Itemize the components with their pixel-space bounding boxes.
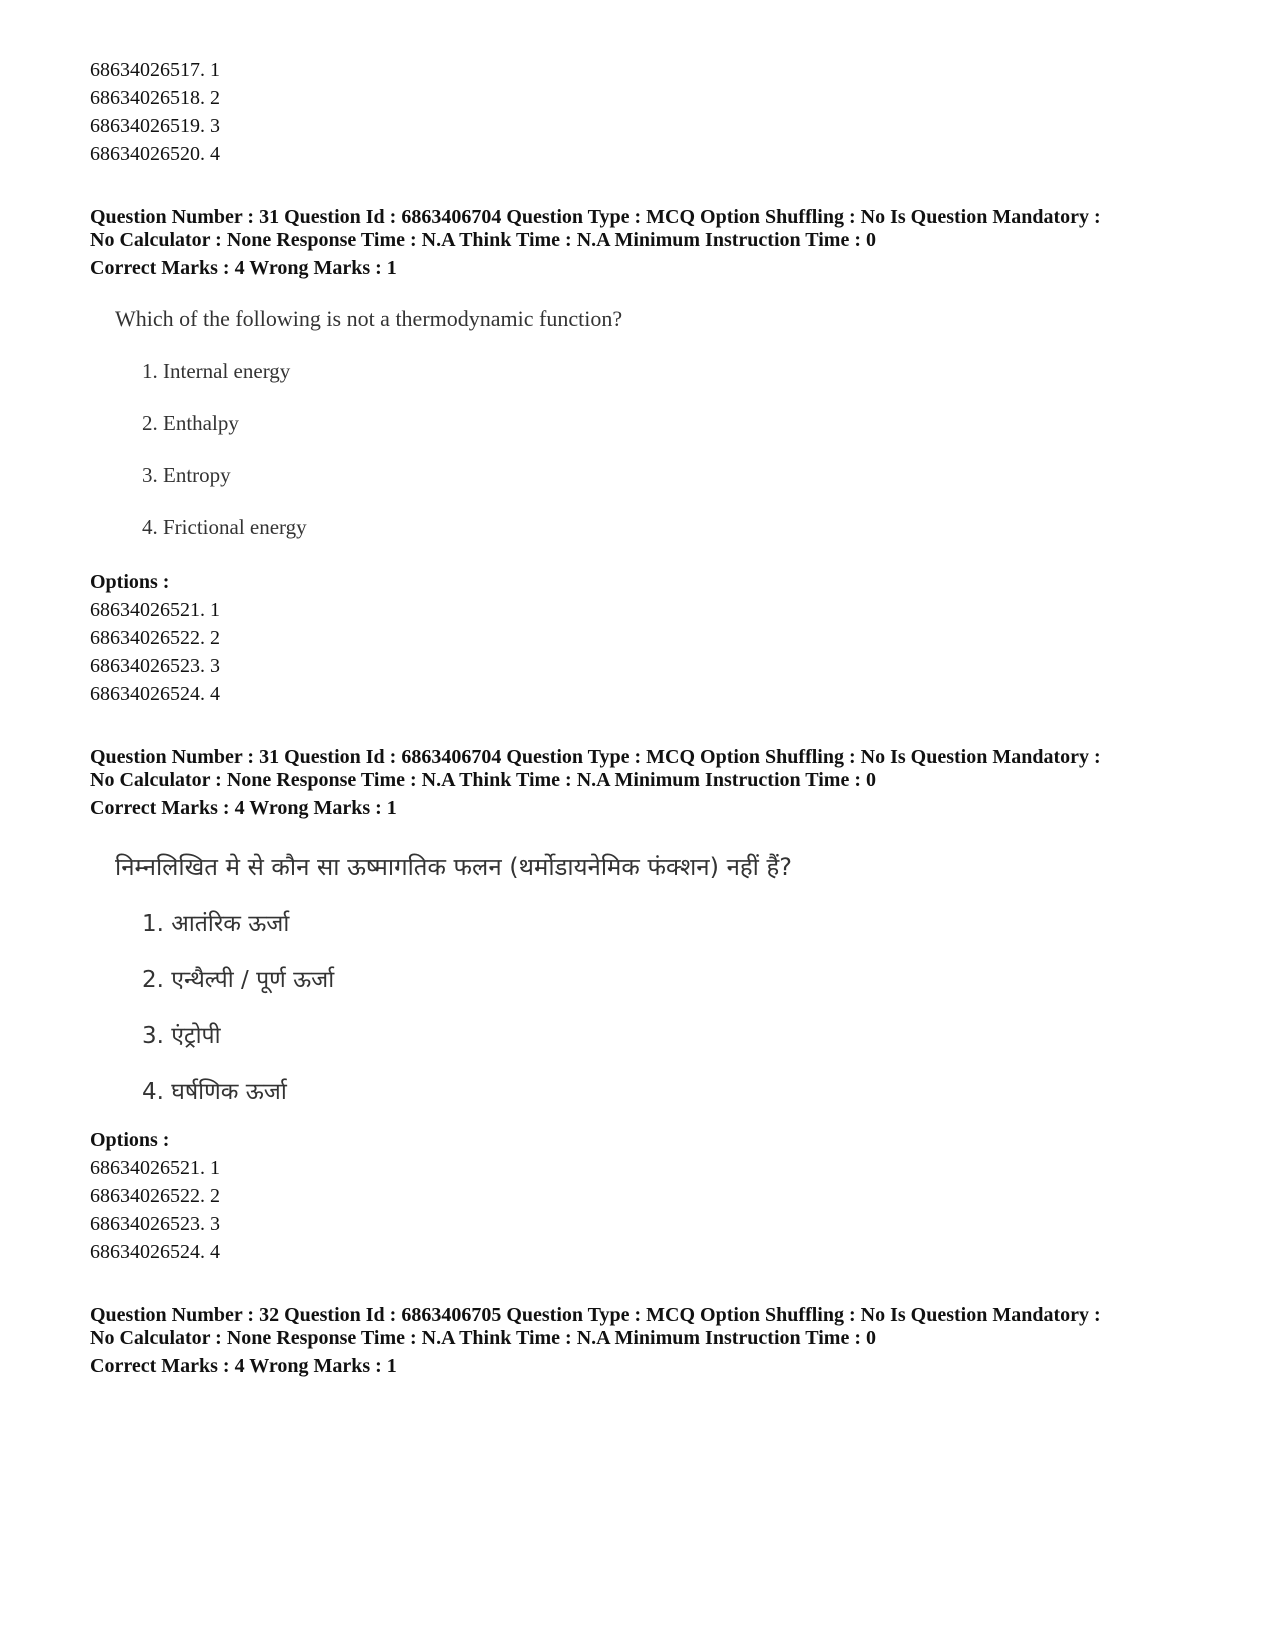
- question-text: Which of the following is not a thermodynamic function?: [115, 306, 623, 331]
- question-header: Question Number : 32 Question Id : 6863406705 Question Type : MCQ Option Shuffling : No Is Question Mandatory :: [90, 1304, 1101, 1326]
- question-choice: 4. Frictional energy: [142, 515, 307, 539]
- question-header-cont: No Calculator : None Response Time : N.A Think Time : N.A Minimum Instruction Time : 0: [90, 229, 876, 251]
- question-header-cont: No Calculator : None Response Time : N.A Think Time : N.A Minimum Instruction Time : 0: [90, 769, 876, 791]
- option-line: 68634026521. 1: [90, 599, 220, 621]
- question-choice: 2. Enthalpy: [142, 411, 239, 435]
- option-line: 68634026523. 3: [90, 655, 220, 677]
- option-line: 68634026524. 4: [90, 1241, 220, 1263]
- option-line: 68634026517. 1: [90, 59, 220, 81]
- question-choice: 4. घर्षणिक ऊर्जा: [142, 1079, 287, 1105]
- option-line: 68634026518. 2: [90, 87, 220, 109]
- option-line: 68634026521. 1: [90, 1157, 220, 1179]
- option-line: 68634026522. 2: [90, 627, 220, 649]
- options-label: Options :: [90, 1129, 170, 1151]
- option-line: 68634026524. 4: [90, 683, 220, 705]
- options-label: Options :: [90, 571, 170, 593]
- question-header: Question Number : 31 Question Id : 6863406704 Question Type : MCQ Option Shuffling : No Is Question Mandatory :: [90, 746, 1101, 768]
- question-choice: 3. एंट्रोपी: [142, 1023, 221, 1049]
- question-marks: Correct Marks : 4 Wrong Marks : 1: [90, 797, 397, 819]
- question-header: Question Number : 31 Question Id : 6863406704 Question Type : MCQ Option Shuffling : No Is Question Mandatory :: [90, 206, 1101, 228]
- option-line: 68634026520. 4: [90, 143, 220, 165]
- question-choice: 3. Entropy: [142, 463, 231, 487]
- question-header-cont: No Calculator : None Response Time : N.A Think Time : N.A Minimum Instruction Time : 0: [90, 1327, 876, 1349]
- question-text: निम्नलिखित मे से कौन सा ऊष्मागतिक फलन (थर्मोडायनेमिक फंक्शन) नहीं हैं?: [115, 853, 792, 881]
- question-choice: 2. एन्थैल्पी / पूर्ण ऊर्जा: [142, 967, 335, 993]
- option-line: 68634026523. 3: [90, 1213, 220, 1235]
- question-choice: 1. Internal energy: [142, 359, 291, 383]
- option-line: 68634026519. 3: [90, 115, 220, 137]
- option-line: 68634026522. 2: [90, 1185, 220, 1207]
- question-choice: 1. आतंरिक ऊर्जा: [142, 911, 290, 937]
- question-marks: Correct Marks : 4 Wrong Marks : 1: [90, 1355, 397, 1377]
- question-marks: Correct Marks : 4 Wrong Marks : 1: [90, 257, 397, 279]
